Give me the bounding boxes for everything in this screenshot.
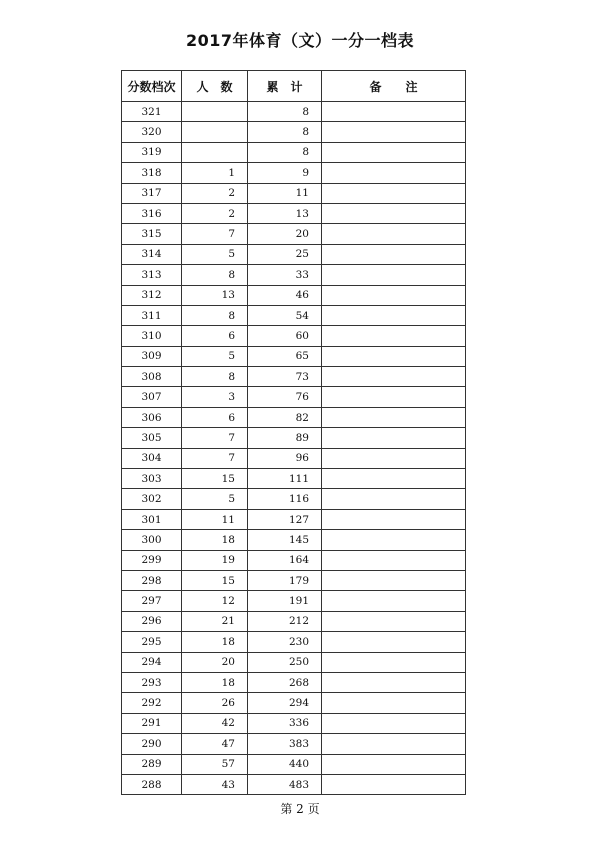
cumulative-cell: 127: [248, 509, 322, 529]
cumulative-cell: 116: [248, 489, 322, 509]
count-cell: 1: [182, 163, 248, 183]
page-number: 第 2 页: [280, 802, 320, 816]
table-row: [122, 163, 466, 183]
count-cell: 8: [182, 367, 248, 387]
table-header-row: [122, 71, 466, 102]
remark-cell: [322, 203, 466, 223]
remark-cell: [322, 530, 466, 550]
table-row: [122, 224, 466, 244]
remark-cell: [322, 285, 466, 305]
remark-cell: [322, 774, 466, 794]
remark-cell: [322, 224, 466, 244]
score-cell: 320: [122, 122, 182, 142]
cumulative-cell: 164: [248, 550, 322, 570]
remark-cell: [322, 265, 466, 285]
remark-cell: [322, 713, 466, 733]
cumulative-cell: 8: [248, 102, 322, 122]
count-cell: 7: [182, 224, 248, 244]
count-cell: 5: [182, 244, 248, 264]
count-cell: 7: [182, 428, 248, 448]
page-title: 2017年体育（文）一分一档表: [185, 31, 415, 50]
remark-cell: [322, 754, 466, 774]
remark-cell: [322, 469, 466, 489]
cumulative-cell: 230: [248, 632, 322, 652]
column-header-count: 人 数: [182, 71, 248, 102]
table-row: [122, 326, 466, 346]
score-cell: 288: [122, 774, 182, 794]
remark-cell: [322, 509, 466, 529]
score-cell: 290: [122, 734, 182, 754]
remark-cell: [322, 632, 466, 652]
table-row: [122, 550, 466, 570]
cumulative-cell: 11: [248, 183, 322, 203]
count-cell: [182, 102, 248, 122]
remark-cell: [322, 448, 466, 468]
count-cell: 3: [182, 387, 248, 407]
remark-cell: [322, 346, 466, 366]
remark-cell: [322, 122, 466, 142]
count-cell: 13: [182, 285, 248, 305]
count-cell: 8: [182, 265, 248, 285]
cumulative-cell: 179: [248, 570, 322, 590]
table-row: [122, 122, 466, 142]
count-cell: 26: [182, 693, 248, 713]
score-cell: 295: [122, 632, 182, 652]
remark-cell: [322, 611, 466, 631]
count-cell: 18: [182, 632, 248, 652]
count-cell: 15: [182, 469, 248, 489]
table-row: [122, 489, 466, 509]
table-row: [122, 102, 466, 122]
score-cell: 317: [122, 183, 182, 203]
count-cell: 12: [182, 591, 248, 611]
table-row: [122, 346, 466, 366]
score-cell: 294: [122, 652, 182, 672]
cumulative-cell: 65: [248, 346, 322, 366]
table-row: [122, 713, 466, 733]
table-row: [122, 469, 466, 489]
remark-cell: [322, 652, 466, 672]
remark-cell: [322, 672, 466, 692]
score-cell: 314: [122, 244, 182, 264]
table-row: [122, 754, 466, 774]
column-header-cumulative: 累 计: [248, 71, 322, 102]
count-cell: 19: [182, 550, 248, 570]
remark-cell: [322, 591, 466, 611]
table-row: [122, 428, 466, 448]
cumulative-cell: 483: [248, 774, 322, 794]
count-cell: 43: [182, 774, 248, 794]
count-cell: 6: [182, 407, 248, 427]
cumulative-cell: 268: [248, 672, 322, 692]
table-body: [122, 102, 466, 795]
score-cell: 308: [122, 367, 182, 387]
count-cell: 42: [182, 713, 248, 733]
score-cell: 293: [122, 672, 182, 692]
score-cell: 307: [122, 387, 182, 407]
score-cell: 300: [122, 530, 182, 550]
table-row: [122, 367, 466, 387]
remark-cell: [322, 326, 466, 346]
score-cell: 298: [122, 570, 182, 590]
count-cell: 2: [182, 203, 248, 223]
count-cell: 5: [182, 489, 248, 509]
cumulative-cell: 212: [248, 611, 322, 631]
cumulative-cell: 33: [248, 265, 322, 285]
column-header-remarks: 备 注: [322, 71, 466, 102]
score-cell: 312: [122, 285, 182, 305]
score-cell: 301: [122, 509, 182, 529]
score-cell: 316: [122, 203, 182, 223]
score-cell: 306: [122, 407, 182, 427]
table-row: [122, 285, 466, 305]
score-cell: 318: [122, 163, 182, 183]
remark-cell: [322, 367, 466, 387]
cumulative-cell: 25: [248, 244, 322, 264]
remark-cell: [322, 407, 466, 427]
count-cell: [182, 122, 248, 142]
cumulative-cell: 191: [248, 591, 322, 611]
cumulative-cell: 8: [248, 142, 322, 162]
table-row: [122, 530, 466, 550]
cumulative-cell: 13: [248, 203, 322, 223]
remark-cell: [322, 489, 466, 509]
score-cell: 303: [122, 469, 182, 489]
score-cell: 302: [122, 489, 182, 509]
table-row: [122, 407, 466, 427]
cumulative-cell: 250: [248, 652, 322, 672]
count-cell: 7: [182, 448, 248, 468]
table-row: [122, 652, 466, 672]
count-cell: 11: [182, 509, 248, 529]
count-cell: 21: [182, 611, 248, 631]
table-row: [122, 142, 466, 162]
score-cell: 310: [122, 326, 182, 346]
remark-cell: [322, 305, 466, 325]
cumulative-cell: 336: [248, 713, 322, 733]
remark-cell: [322, 142, 466, 162]
cumulative-cell: 60: [248, 326, 322, 346]
table-row: [122, 509, 466, 529]
table-row: [122, 203, 466, 223]
cumulative-cell: 294: [248, 693, 322, 713]
remark-cell: [322, 183, 466, 203]
column-header-score: 分数档次: [122, 71, 182, 102]
score-cell: 296: [122, 611, 182, 631]
table-row: [122, 570, 466, 590]
table-row: [122, 387, 466, 407]
cumulative-cell: 73: [248, 367, 322, 387]
table-row: [122, 611, 466, 631]
table-row: [122, 591, 466, 611]
cumulative-cell: 76: [248, 387, 322, 407]
cumulative-cell: 440: [248, 754, 322, 774]
cumulative-cell: 20: [248, 224, 322, 244]
remark-cell: [322, 734, 466, 754]
table-row: [122, 265, 466, 285]
table-row: [122, 183, 466, 203]
remark-cell: [322, 163, 466, 183]
remark-cell: [322, 244, 466, 264]
table-row: [122, 672, 466, 692]
cumulative-cell: 82: [248, 407, 322, 427]
table-row: [122, 734, 466, 754]
score-cell: 304: [122, 448, 182, 468]
remark-cell: [322, 693, 466, 713]
count-cell: 18: [182, 530, 248, 550]
score-cell: 321: [122, 102, 182, 122]
table-row: [122, 448, 466, 468]
remark-cell: [322, 550, 466, 570]
cumulative-cell: 96: [248, 448, 322, 468]
cumulative-cell: 145: [248, 530, 322, 550]
cumulative-cell: 111: [248, 469, 322, 489]
score-distribution-table: [121, 70, 466, 795]
count-cell: 8: [182, 305, 248, 325]
table-row: [122, 693, 466, 713]
count-cell: 5: [182, 346, 248, 366]
score-cell: 313: [122, 265, 182, 285]
score-cell: 299: [122, 550, 182, 570]
remark-cell: [322, 570, 466, 590]
count-cell: 47: [182, 734, 248, 754]
score-cell: 289: [122, 754, 182, 774]
score-cell: 292: [122, 693, 182, 713]
score-cell: 311: [122, 305, 182, 325]
cumulative-cell: 89: [248, 428, 322, 448]
cumulative-cell: 383: [248, 734, 322, 754]
remark-cell: [322, 428, 466, 448]
cumulative-cell: 54: [248, 305, 322, 325]
score-cell: 305: [122, 428, 182, 448]
count-cell: 6: [182, 326, 248, 346]
count-cell: 18: [182, 672, 248, 692]
cumulative-cell: 8: [248, 122, 322, 142]
table-row: [122, 774, 466, 794]
table-row: [122, 305, 466, 325]
cumulative-cell: 46: [248, 285, 322, 305]
count-cell: 15: [182, 570, 248, 590]
score-cell: 297: [122, 591, 182, 611]
count-cell: 2: [182, 183, 248, 203]
count-cell: 57: [182, 754, 248, 774]
score-cell: 319: [122, 142, 182, 162]
count-cell: [182, 142, 248, 162]
score-cell: 315: [122, 224, 182, 244]
remark-cell: [322, 102, 466, 122]
table-row: [122, 244, 466, 264]
score-cell: 291: [122, 713, 182, 733]
table-row: [122, 632, 466, 652]
score-cell: 309: [122, 346, 182, 366]
cumulative-cell: 9: [248, 163, 322, 183]
remark-cell: [322, 387, 466, 407]
count-cell: 20: [182, 652, 248, 672]
